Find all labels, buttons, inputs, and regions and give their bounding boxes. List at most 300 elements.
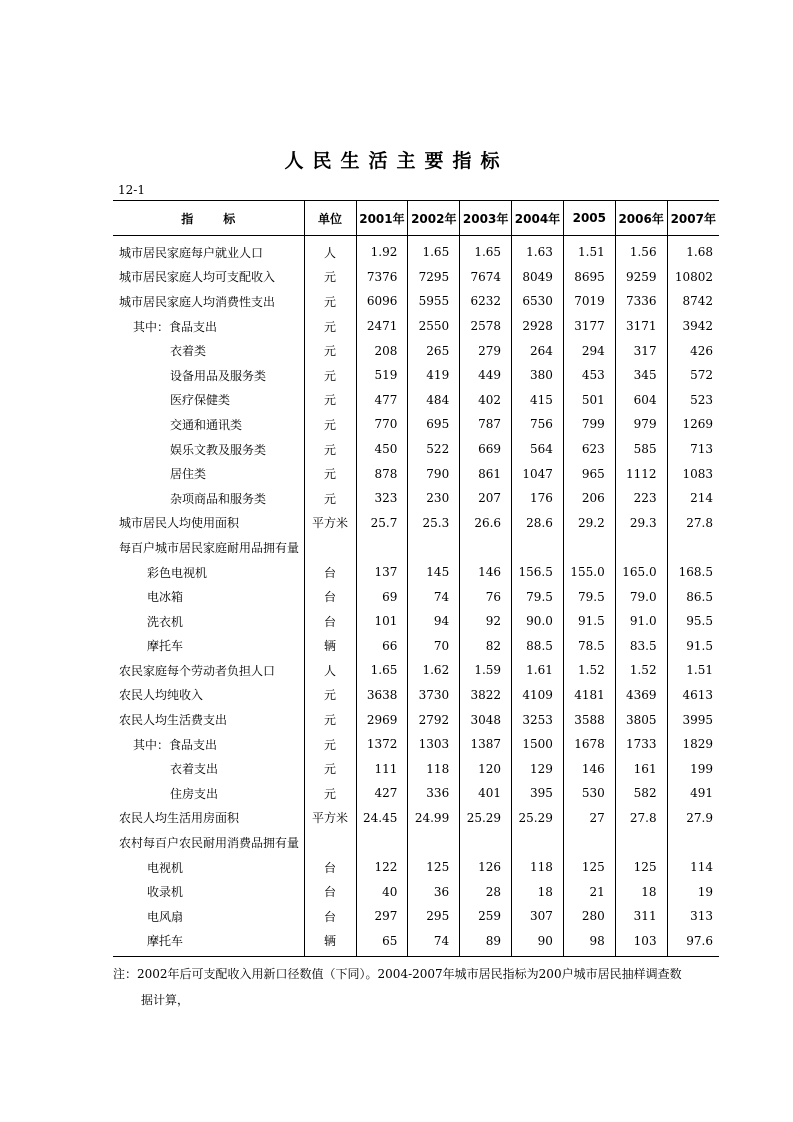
table-row <box>113 830 719 855</box>
row-value: 2471 <box>356 314 408 339</box>
row-value: 7674 <box>460 265 512 290</box>
row-value: 264 <box>512 338 564 363</box>
row-value: 8695 <box>563 265 615 290</box>
row-unit: 元 <box>304 732 356 757</box>
row-value: 7295 <box>408 265 460 290</box>
row-value: 770 <box>356 412 408 437</box>
row-value: 7019 <box>563 289 615 314</box>
row-indicator: 农民家庭每个劳动者负担人口 <box>119 663 276 678</box>
row-value: 223 <box>615 486 667 511</box>
row-value: 3730 <box>408 683 460 708</box>
table-number: 12-1 <box>118 183 145 197</box>
row-value: 27.8 <box>667 511 719 536</box>
row-value: 74 <box>408 584 460 609</box>
header-year: 2003年 <box>460 201 512 236</box>
table-row <box>113 756 719 781</box>
row-value: 18 <box>615 879 667 904</box>
row-indicator: 医疗保健类 <box>170 393 231 408</box>
row-value: 477 <box>356 388 408 413</box>
row-value: 669 <box>460 437 512 462</box>
row-value: 2578 <box>460 314 512 339</box>
row-value: 90 <box>512 929 564 957</box>
row-value: 491 <box>667 781 719 806</box>
row-unit: 人 <box>304 236 356 265</box>
row-value: 24.99 <box>408 806 460 831</box>
row-value: 1.63 <box>512 236 564 265</box>
row-value: 1372 <box>356 732 408 757</box>
row-value: 522 <box>408 437 460 462</box>
table-row <box>113 609 719 634</box>
row-value: 6232 <box>460 289 512 314</box>
row-value: 323 <box>356 486 408 511</box>
row-indicator: 城市居民家庭人均可支配收入 <box>119 270 276 285</box>
row-value: 3588 <box>563 707 615 732</box>
row-indicator: 洗衣机 <box>147 614 184 629</box>
row-indicator: 收录机 <box>147 885 184 900</box>
row-value: 125 <box>615 855 667 880</box>
row-unit: 台 <box>304 904 356 929</box>
footnote <box>113 961 713 1013</box>
row-value: 1269 <box>667 412 719 437</box>
row-value: 790 <box>408 461 460 486</box>
row-value: 24.45 <box>356 806 408 831</box>
row-value: 29.3 <box>615 511 667 536</box>
row-value: 317 <box>615 338 667 363</box>
row-value: 214 <box>667 486 719 511</box>
row-value: 146 <box>460 560 512 585</box>
row-value: 103 <box>615 929 667 957</box>
row-unit: 元 <box>304 486 356 511</box>
row-value: 83.5 <box>615 634 667 659</box>
row-value: 207 <box>460 486 512 511</box>
table-row <box>113 338 719 363</box>
row-value: 1112 <box>615 461 667 486</box>
row-value: 1387 <box>460 732 512 757</box>
row-value: 98 <box>563 929 615 957</box>
row-unit: 元 <box>304 338 356 363</box>
row-value: 206 <box>563 486 615 511</box>
row-indicator: 城市居民家庭每户就业人口 <box>119 245 264 260</box>
table-row <box>113 732 719 757</box>
row-value: 395 <box>512 781 564 806</box>
row-value: 94 <box>408 609 460 634</box>
row-value: 279 <box>460 338 512 363</box>
table-row <box>113 363 719 388</box>
row-unit: 平方米 <box>304 511 356 536</box>
row-value: 294 <box>563 338 615 363</box>
row-value: 82 <box>460 634 512 659</box>
row-value: 1733 <box>615 732 667 757</box>
row-value: 1303 <box>408 732 460 757</box>
row-value: 1.65 <box>408 236 460 265</box>
row-unit: 元 <box>304 412 356 437</box>
row-value: 129 <box>512 756 564 781</box>
row-value: 1.52 <box>615 658 667 683</box>
row-value <box>512 830 564 855</box>
table-row <box>113 855 719 880</box>
row-value: 1.51 <box>667 658 719 683</box>
row-value: 161 <box>615 756 667 781</box>
row-value: 79.5 <box>512 584 564 609</box>
row-value: 91.5 <box>563 609 615 634</box>
header-year: 2005 <box>563 201 615 236</box>
row-value: 27 <box>563 806 615 831</box>
row-value: 1.51 <box>563 236 615 265</box>
row-indicator: 电视机 <box>147 860 184 875</box>
row-value: 176 <box>512 486 564 511</box>
row-value: 70 <box>408 634 460 659</box>
row-value: 426 <box>667 338 719 363</box>
row-value: 484 <box>408 388 460 413</box>
row-value <box>356 535 408 560</box>
row-value: 40 <box>356 879 408 904</box>
row-value: 111 <box>356 756 408 781</box>
row-value: 311 <box>615 904 667 929</box>
row-value: 3171 <box>615 314 667 339</box>
table-row <box>113 658 719 683</box>
row-unit: 元 <box>304 756 356 781</box>
row-value: 7376 <box>356 265 408 290</box>
row-value: 297 <box>356 904 408 929</box>
row-value: 878 <box>356 461 408 486</box>
row-value: 582 <box>615 781 667 806</box>
row-indicator: 城市居民人均使用面积 <box>119 516 240 531</box>
table-row <box>113 806 719 831</box>
row-indicator: 每百户城市居民家庭耐用品拥有量 <box>119 540 300 555</box>
row-value: 402 <box>460 388 512 413</box>
row-value <box>356 830 408 855</box>
row-value: 126 <box>460 855 512 880</box>
table-row <box>113 236 719 265</box>
row-value <box>408 830 460 855</box>
row-value: 450 <box>356 437 408 462</box>
row-unit: 台 <box>304 855 356 880</box>
row-value: 787 <box>460 412 512 437</box>
row-value: 21 <box>563 879 615 904</box>
row-value: 427 <box>356 781 408 806</box>
row-value: 1.92 <box>356 236 408 265</box>
row-value: 572 <box>667 363 719 388</box>
row-value: 4181 <box>563 683 615 708</box>
row-indicator: 农民人均生活费支出 <box>119 713 228 728</box>
row-value: 1.65 <box>356 658 408 683</box>
row-value: 965 <box>563 461 615 486</box>
row-value: 69 <box>356 584 408 609</box>
row-value: 74 <box>408 929 460 957</box>
table-row <box>113 265 719 290</box>
row-value: 65 <box>356 929 408 957</box>
row-value <box>460 830 512 855</box>
row-value: 1829 <box>667 732 719 757</box>
row-value: 95.5 <box>667 609 719 634</box>
row-value: 623 <box>563 437 615 462</box>
row-value: 27.9 <box>667 806 719 831</box>
row-value: 26.6 <box>460 511 512 536</box>
row-value: 90.0 <box>512 609 564 634</box>
row-unit: 台 <box>304 609 356 634</box>
row-value: 6530 <box>512 289 564 314</box>
footnote-line: 据计算， <box>141 993 190 1007</box>
row-value: 168.5 <box>667 560 719 585</box>
row-value <box>667 830 719 855</box>
row-value: 313 <box>667 904 719 929</box>
table-row <box>113 314 719 339</box>
row-value: 380 <box>512 363 564 388</box>
row-value: 307 <box>512 904 564 929</box>
row-value: 3942 <box>667 314 719 339</box>
row-value: 9259 <box>615 265 667 290</box>
header-year: 2002年 <box>408 201 460 236</box>
row-value: 295 <box>408 904 460 929</box>
row-value: 449 <box>460 363 512 388</box>
row-value: 501 <box>563 388 615 413</box>
row-value: 7336 <box>615 289 667 314</box>
row-value: 3822 <box>460 683 512 708</box>
row-value: 78.5 <box>563 634 615 659</box>
row-indicator: 杂项商品和服务类 <box>170 491 267 506</box>
row-indicator: 设备用品及服务类 <box>170 368 267 383</box>
row-indicator: 电冰箱 <box>147 590 184 605</box>
table-row <box>113 634 719 659</box>
row-value: 125 <box>563 855 615 880</box>
row-value: 18 <box>512 879 564 904</box>
row-value: 604 <box>615 388 667 413</box>
row-value: 25.29 <box>460 806 512 831</box>
row-value: 120 <box>460 756 512 781</box>
row-indicator: 交通和通讯类 <box>170 417 243 432</box>
row-value: 101 <box>356 609 408 634</box>
row-value: 79.0 <box>615 584 667 609</box>
row-indicator: 摩托车 <box>113 929 304 957</box>
row-value: 1500 <box>512 732 564 757</box>
row-indicator: 衣着类 <box>170 344 207 359</box>
row-value: 259 <box>460 904 512 929</box>
row-value: 25.3 <box>408 511 460 536</box>
table-row <box>113 929 719 957</box>
footnote-line: 注：2002年后可支配收入用新口径数值（下同）。2004-2007年城市居民指标为200户城市居民抽样调查数 <box>113 967 682 981</box>
row-value: 280 <box>563 904 615 929</box>
table-row <box>113 683 719 708</box>
table-row <box>113 904 719 929</box>
row-value: 27.8 <box>615 806 667 831</box>
row-value <box>408 535 460 560</box>
header-indicator: 指标 <box>113 201 304 236</box>
row-value: 265 <box>408 338 460 363</box>
row-unit: 人 <box>304 658 356 683</box>
row-value: 155.0 <box>563 560 615 585</box>
row-value: 2969 <box>356 707 408 732</box>
row-value: 199 <box>667 756 719 781</box>
row-value: 8742 <box>667 289 719 314</box>
row-value: 1.61 <box>512 658 564 683</box>
row-unit: 元 <box>304 707 356 732</box>
row-value: 28 <box>460 879 512 904</box>
row-value <box>615 830 667 855</box>
row-value <box>563 535 615 560</box>
table-header-row <box>113 201 719 236</box>
header-unit: 单位 <box>304 201 356 236</box>
row-unit: 辆 <box>304 634 356 659</box>
row-value: 1.52 <box>563 658 615 683</box>
row-unit: 元 <box>304 683 356 708</box>
row-value: 125 <box>408 855 460 880</box>
row-value: 25.7 <box>356 511 408 536</box>
row-unit: 元 <box>304 388 356 413</box>
row-value: 1083 <box>667 461 719 486</box>
row-value: 1.65 <box>460 236 512 265</box>
row-unit: 台 <box>304 560 356 585</box>
row-value: 3638 <box>356 683 408 708</box>
row-unit: 元 <box>304 314 356 339</box>
row-value: 88.5 <box>512 634 564 659</box>
row-indicator: 居住类 <box>170 467 207 482</box>
row-value: 36 <box>408 879 460 904</box>
table-body <box>113 236 719 957</box>
row-value: 1678 <box>563 732 615 757</box>
row-value: 146 <box>563 756 615 781</box>
row-value: 564 <box>512 437 564 462</box>
row-unit: 元 <box>304 265 356 290</box>
row-value: 336 <box>408 781 460 806</box>
row-value: 4613 <box>667 683 719 708</box>
row-value: 799 <box>563 412 615 437</box>
row-value: 401 <box>460 781 512 806</box>
row-value: 4109 <box>512 683 564 708</box>
row-indicator: 摩托车 <box>147 639 184 654</box>
row-value <box>512 535 564 560</box>
row-indicator: 彩色电视机 <box>147 565 208 580</box>
row-value: 97.6 <box>667 929 719 957</box>
row-indicator: 城市居民家庭人均消费性支出 <box>119 294 276 309</box>
row-value: 1.68 <box>667 236 719 265</box>
row-value: 2792 <box>408 707 460 732</box>
row-value: 1047 <box>512 461 564 486</box>
row-value: 76 <box>460 584 512 609</box>
row-indicator: 电风扇 <box>147 909 184 924</box>
row-value: 453 <box>563 363 615 388</box>
row-value: 3048 <box>460 707 512 732</box>
row-value: 2550 <box>408 314 460 339</box>
row-value: 6096 <box>356 289 408 314</box>
row-value: 415 <box>512 388 564 413</box>
row-value: 91.0 <box>615 609 667 634</box>
table-row <box>113 535 719 560</box>
row-unit: 元 <box>304 363 356 388</box>
row-value: 695 <box>408 412 460 437</box>
row-value: 2928 <box>512 314 564 339</box>
row-value: 861 <box>460 461 512 486</box>
header-year: 2001年 <box>356 201 408 236</box>
row-value: 1.59 <box>460 658 512 683</box>
table-row <box>113 437 719 462</box>
row-value: 137 <box>356 560 408 585</box>
table-row <box>113 511 719 536</box>
table-row <box>113 412 719 437</box>
table-row <box>113 486 719 511</box>
row-value: 713 <box>667 437 719 462</box>
row-value: 145 <box>408 560 460 585</box>
row-value: 118 <box>408 756 460 781</box>
header-year: 2006年 <box>615 201 667 236</box>
row-value: 28.6 <box>512 511 564 536</box>
row-unit: 元 <box>304 461 356 486</box>
table-row <box>113 707 719 732</box>
table-row <box>113 289 719 314</box>
page-title: 人民生活主要指标 <box>284 150 509 172</box>
table-row <box>113 388 719 413</box>
row-value: 3177 <box>563 314 615 339</box>
row-value: 156.5 <box>512 560 564 585</box>
row-value: 756 <box>512 412 564 437</box>
row-indicator: 其中：食品支出 <box>133 737 218 752</box>
row-value: 86.5 <box>667 584 719 609</box>
row-unit: 台 <box>304 584 356 609</box>
row-unit: 台 <box>304 879 356 904</box>
row-value: 118 <box>512 855 564 880</box>
row-value: 979 <box>615 412 667 437</box>
row-indicator: 其中：食品支出 <box>133 319 218 334</box>
row-indicator: 农民人均纯收入 <box>119 688 204 703</box>
header-year: 2004年 <box>512 201 564 236</box>
row-unit: 元 <box>304 289 356 314</box>
row-value: 66 <box>356 634 408 659</box>
row-unit: 平方米 <box>304 806 356 831</box>
table-row <box>113 461 719 486</box>
row-unit: 元 <box>304 437 356 462</box>
row-value: 29.2 <box>563 511 615 536</box>
row-value: 3253 <box>512 707 564 732</box>
row-value <box>615 535 667 560</box>
row-value <box>667 535 719 560</box>
row-value: 419 <box>408 363 460 388</box>
row-value: 5955 <box>408 289 460 314</box>
row-value: 208 <box>356 338 408 363</box>
row-value: 4369 <box>615 683 667 708</box>
row-indicator: 农民人均生活用房面积 <box>119 811 240 826</box>
row-value: 1.62 <box>408 658 460 683</box>
row-value: 92 <box>460 609 512 634</box>
table-row <box>113 781 719 806</box>
row-unit: 元 <box>304 781 356 806</box>
row-value: 1.56 <box>615 236 667 265</box>
row-value <box>460 535 512 560</box>
row-value <box>563 830 615 855</box>
row-value: 230 <box>408 486 460 511</box>
row-value: 345 <box>615 363 667 388</box>
table-row <box>113 560 719 585</box>
row-value: 89 <box>460 929 512 957</box>
row-value: 25.29 <box>512 806 564 831</box>
row-indicator: 衣着支出 <box>170 762 219 777</box>
row-value: 122 <box>356 855 408 880</box>
row-value: 91.5 <box>667 634 719 659</box>
row-value: 8049 <box>512 265 564 290</box>
row-value: 79.5 <box>563 584 615 609</box>
row-unit: 辆 <box>304 929 356 957</box>
row-indicator: 娱乐文教及服务类 <box>170 442 267 457</box>
header-year: 2007年 <box>667 201 719 236</box>
row-value: 3995 <box>667 707 719 732</box>
row-value: 165.0 <box>615 560 667 585</box>
row-indicator: 住房支出 <box>170 786 219 801</box>
table-row <box>113 584 719 609</box>
row-value: 3805 <box>615 707 667 732</box>
row-value: 530 <box>563 781 615 806</box>
row-value: 519 <box>356 363 408 388</box>
row-indicator: 农村每百户农民耐用消费品拥有量 <box>119 836 300 851</box>
row-value: 114 <box>667 855 719 880</box>
row-value: 19 <box>667 879 719 904</box>
